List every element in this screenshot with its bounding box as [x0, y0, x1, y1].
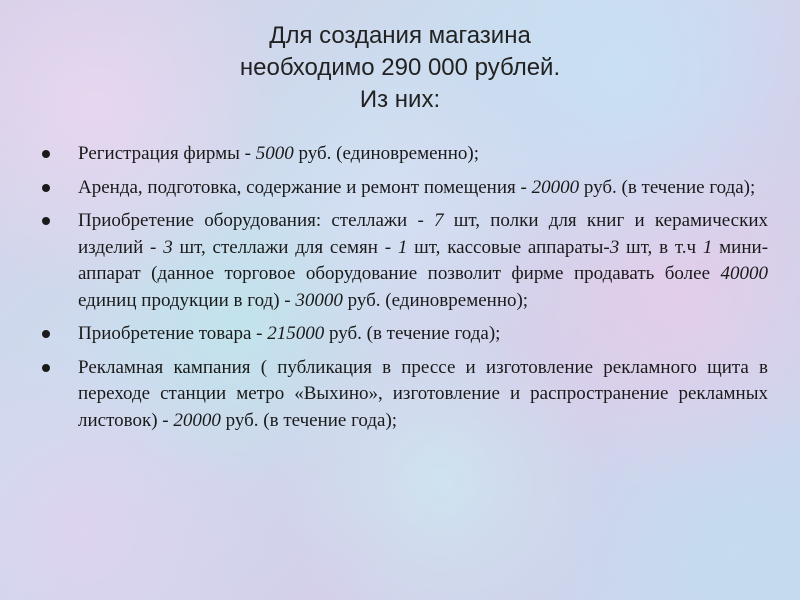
list-item [42, 355, 768, 435]
expense-list [42, 141, 768, 441]
list-item-text: единиц продукции в год) - [78, 289, 296, 311]
bullet-dot-icon [42, 330, 50, 338]
list-item-value: 3 [609, 236, 620, 258]
list-item [42, 175, 768, 202]
title-line: Из них: [359, 86, 441, 113]
list-item-text: руб. (в течение года); [579, 176, 756, 198]
slide-title [150, 20, 650, 116]
list-item-value: 1 [397, 236, 408, 258]
list-item-value: 3 [163, 236, 173, 258]
list-item-value: 20000 [173, 409, 221, 431]
list-item-value: 215000 [267, 323, 325, 344]
list-item [42, 141, 768, 168]
list-item-text: руб. (в течение года); [324, 323, 501, 344]
list-item [42, 321, 768, 348]
list-item-text: шт, полки для книг и керамических изделий - [78, 210, 768, 258]
list-item-text: Регистрация фирмы - [78, 143, 256, 164]
list-item-text: руб. (единовременно); [293, 143, 479, 164]
list-item-value: 5000 [255, 143, 294, 164]
title-line: Для создания магазина [269, 22, 531, 49]
list-item-text: Приобретение товара - [78, 323, 268, 344]
list-item-text: Приобретение оборудования: стеллажи - [78, 210, 435, 231]
list-item-text: Рекламная кампания ( публикация в прессе и изготовление рекламного щита в переходе станции метро «Выхино», изготовление и распространение рекламных листовок) - [78, 356, 768, 431]
bullet-dot-icon [42, 150, 50, 158]
list-item-value: 20000 [531, 176, 580, 198]
list-item-value: 40000 [720, 263, 768, 284]
list-item-value: 1 [702, 236, 713, 258]
list-item-text: шт, кассовые аппараты- [407, 236, 610, 258]
list-item-text: шт, в т.ч [619, 236, 703, 258]
list-item-text: шт, стеллажи для семян - [172, 236, 398, 258]
bullet-dot-icon [42, 184, 50, 192]
list-item-text: Аренда, подготовка, содержание и ремонт помещения - [78, 176, 532, 198]
list-item-value: 7 [434, 210, 444, 231]
list-item-text: руб. (единовременно); [342, 289, 529, 311]
list-item-text: руб. (в течение года); [220, 409, 398, 431]
bullet-dot-icon [42, 217, 50, 225]
list-item-value: 30000 [295, 289, 343, 311]
list-item-text: мини-аппарат (данное торговое оборудование позволит фирме продавать более [78, 236, 769, 284]
list-item [42, 208, 768, 314]
bullet-dot-icon [42, 364, 50, 372]
title-line: необходимо 290 000 рублей. [239, 54, 561, 81]
